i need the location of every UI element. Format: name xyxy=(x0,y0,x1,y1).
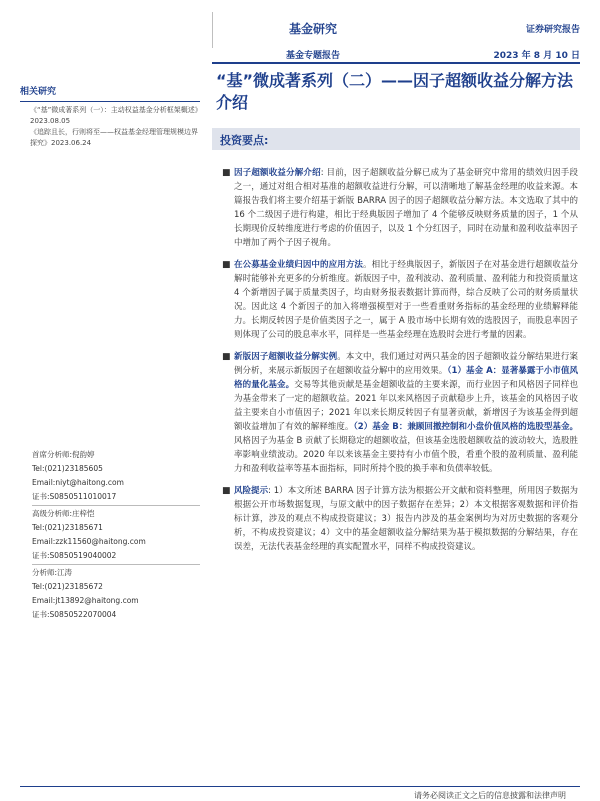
paragraph-text: 。本文中，我们通过对两只基金的因子超额收益分解结果进行案例分析，来展示新版因子在超额收益分解中的应用效果。 xyxy=(234,352,578,376)
related-research-rule xyxy=(20,101,200,102)
footer-rule xyxy=(20,786,580,787)
analyst-tel: Tel:(021)23185672 xyxy=(32,582,103,591)
paragraph-text: 交易等其他贡献是基金超额收益的主要来源，而行业因子和风格因子同样也为基金带来了一定的超额收益。2021 年以来风格因子贡献稳步上升，该基金的风格因子收益主要来自小市值因子；2021 年以来长期反转因子有显著贡献，新增因子为该基金得到超额收益增加了有效的解释维度。 xyxy=(234,380,578,432)
analyst-cert: 证书:S0850511010017 xyxy=(32,492,117,501)
paragraph-text: 。相比于经典版因子，新版因子在对基金进行超额收益分解时能够补充更多的分析维度。新版因子中，盈利波动、盈利质量、盈利能力和投资质量这 4 个新增因子属于质量类因子，均由财务报表数据计算而得，综合反映了公司的财务质量状况。因此这 4 个新因子的加入将增强模型对于一些看重财务指标的基金经理的业绩解释能力。长期反转因子是价值类因子之一，属于 A 股市场中长期有效的选股因子，而股息率因子则体现了公司的股息率水平，同样是一些基金经理在选股时会进行考量的因素。 xyxy=(234,260,578,340)
analyst-email[interactable]: Email:niyt@haitong.com xyxy=(32,478,124,487)
header-subtitle: 基金专题报告 xyxy=(285,51,340,61)
paragraph-text: : 1）本文所述 BARRA 因子计算方法为根据公开文献和资料整理，所用因子数据为根据公开市场数据复现，与原文献中的因子数据存在差异；2）本文根据客观数据和评价指标计算，涉及的观点不构成投资建议；3）报告内涉及的基金案例均为对历史数据的客观分析，不构成投资建议；4）文中的基金超额收益分解结果为基于模拟数据的分解结果，存在误差，无法代表基金经理的真实配置水平，同样不构成投资建议。 xyxy=(234,486,578,552)
bullet-paragraph-risk xyxy=(222,484,578,554)
section-header-bar xyxy=(212,128,580,150)
bullet-icon: ■ xyxy=(222,486,231,496)
related-research-panel xyxy=(20,84,200,149)
header-title: 基金研究 xyxy=(288,22,337,36)
bullet-paragraph-application xyxy=(222,258,578,342)
paragraph-lead: 风险提示 xyxy=(234,486,269,496)
related-item[interactable]: 《追踪且长，行则将至——权益基金经理管理规模边界探究》2023.06.24 xyxy=(30,128,198,147)
analyst-tel: Tel:(021)23185671 xyxy=(32,523,103,532)
header-divider xyxy=(212,12,213,48)
report-type: 证券研究报告 xyxy=(525,25,580,35)
paragraph-lead: 在公募基金业绩归因中的应用方法 xyxy=(234,260,364,270)
analyst-tel: Tel:(021)23185605 xyxy=(32,464,103,473)
paragraph-lead: 因子超额收益分解介绍 xyxy=(234,168,321,178)
footer-disclaimer[interactable]: 请务必阅读正文之后的信息披露和法律声明 xyxy=(414,791,566,800)
header-rule xyxy=(212,62,580,64)
analyst-contacts xyxy=(32,448,200,622)
highlight-fund-b: （2）基金 B：兼顾回撤控制和小盘价值风格的选股型基金。 xyxy=(353,422,578,432)
analyst-divider xyxy=(32,564,200,565)
related-research-title: 相关研究 xyxy=(20,87,57,97)
report-body xyxy=(222,166,578,562)
bullet-icon: ■ xyxy=(222,352,231,362)
analyst-divider xyxy=(32,505,200,506)
analyst-email[interactable]: Email:zzk11560@haitong.com xyxy=(32,537,146,546)
bullet-icon: ■ xyxy=(222,260,231,270)
section-header-label: 投资要点: xyxy=(220,134,269,147)
related-item[interactable]: 《“基”微成著系列（一）：主动权益基金分析框架概述》2023.08.05 xyxy=(30,106,199,125)
bullet-paragraph-intro xyxy=(222,166,578,250)
report-title: “基”微成著系列（二）——因子超额收益分解方法介绍 xyxy=(216,71,574,112)
analyst-role: 首席分析师:倪韵婷 xyxy=(32,450,95,459)
paragraph-lead: 新版因子超额收益分解实例 xyxy=(234,352,338,362)
bullet-icon: ■ xyxy=(222,168,231,178)
highlight-fund-a: （1）基金 A：显著暴露于小市值风格的量化基金。 xyxy=(234,366,578,390)
paragraph-text: : 目前，因子超额收益分解已成为了基金研究中常用的绩效归因手段之一，通过对组合相对基准的超额收益进行分解，可以清晰地了解基金经理的收益来源。本篇报告我们将主要介绍基于新版 BARRA 因子的因子超额收益分解方法。本文选取了其中的 16 个二级因子进行构建，相比于经典版因子增加了 4 个能够反映财务质量的因子，1 个从长期现价反转维度进行考虑的价值因子，以及 1 个分红因子，同时在动量和盈利收益率因子中增加了两个子因子视角。 xyxy=(234,168,578,248)
report-date: 2023 年 8 月 10 日 xyxy=(493,51,580,61)
analyst-email[interactable]: Email:jt13892@haitong.com xyxy=(32,596,139,605)
analyst-role: 分析师:江涛 xyxy=(32,568,73,577)
analyst-cert: 证书:S0850522070004 xyxy=(32,610,117,619)
paragraph-text: 风格因子为基金 B 贡献了长期稳定的超额收益，但该基金选股超额收益的波动较大，选股胜率影响业绩波动。2020 年以来该基金主要持有小市值个股，看重个股的盈利质量、盈利能力和盈利收益率等基本面指标，同时所持个股的换手率和负债率较低。 xyxy=(234,436,578,474)
analyst-role: 高级分析师:庄梓恺 xyxy=(32,509,95,518)
bullet-paragraph-example xyxy=(222,350,578,476)
analyst-cert: 证书:S0850519040002 xyxy=(32,551,117,560)
